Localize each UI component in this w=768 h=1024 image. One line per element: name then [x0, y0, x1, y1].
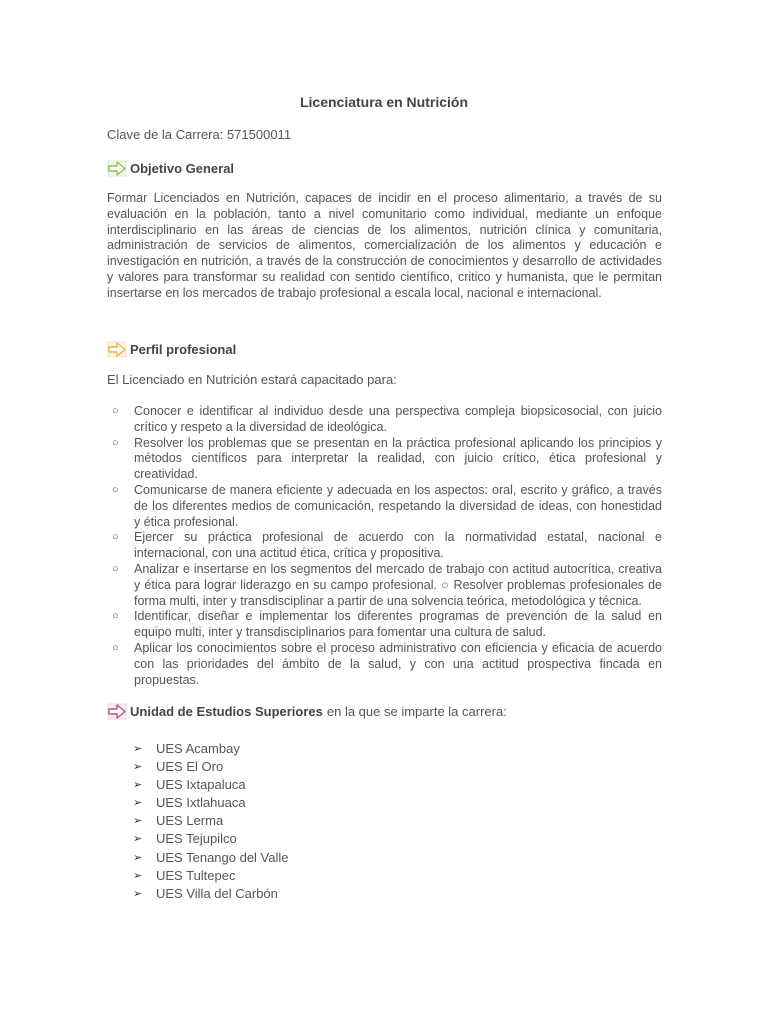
- arrow-bullet-icon: ➢: [133, 851, 143, 864]
- list-item: ○ Resolver los problemas que se presentan en la práctica profesional aplicando los principios y métodos científicos para interpretar la realidad, con juicio crítico, ética profesional y creatividad.: [112, 435, 662, 482]
- objetivo-heading: [107, 160, 234, 177]
- list-item: ➢ UES Tultepec: [133, 867, 289, 885]
- arrow-bullet-icon: ➢: [133, 833, 143, 846]
- list-item: ○ Ejercer su práctica profesional de acuerdo con la normatividad estatal, nacional e internacional, con una actitud ética, crítica y propositiva.: [112, 530, 662, 561]
- arrow-bullet-icon: ➢: [133, 761, 143, 774]
- perfil-heading: [107, 341, 236, 358]
- list-item: ➢ UES Ixtapaluca: [133, 776, 289, 794]
- arrow-bullet-icon: ➢: [133, 779, 143, 792]
- circle-bullet-icon: ○: [112, 531, 119, 544]
- arrow-bullet-icon: ➢: [133, 815, 143, 828]
- objetivo-text: Formar Licenciados en Nutrición, capaces de incidir en el proceso alimentario, a través de su evaluación en la población, tanto a nivel comunitario como individual, mediante un enfoque interdisciplinario en las áreas de ciencias de los alimentos, nutrición clínica y comunitaria, administración de servicios de alimentos, comercialización de los alimentos y educación e investigación en nutrición, a través de la construcción de conocimientos y desarrollo de actividades y valores para transformar su realidad con sentido científico, critico y humanista, que le permitan insertarse en los mercados de trabajo profesional a escala local, nacional e internacional.: [107, 191, 662, 300]
- circle-bullet-icon: ○: [112, 483, 119, 496]
- list-item: ➢ UES Tenango del Valle: [133, 849, 289, 867]
- perfil-intro: El Licenciado en Nutrición estará capacitado para:: [107, 372, 397, 387]
- list-item: ➢ UES Ixtlahuaca: [133, 794, 289, 812]
- list-item: ○ Conocer e identificar al individuo desde una perspectiva compleja biopsicosocial, con juicio crítico y respeto a la diversidad de ideológica.: [112, 404, 662, 434]
- circle-bullet-icon: ○: [112, 405, 119, 417]
- circle-bullet-icon: ○: [112, 436, 119, 449]
- list-item: ➢ UES Villa del Carbón: [133, 885, 289, 903]
- page-title: Licenciatura en Nutrición: [299, 94, 469, 110]
- arrow-bullet-icon: ➢: [133, 869, 143, 882]
- unidad-heading-label: Unidad de Estudios Superiores: [130, 704, 323, 719]
- list-item: ➢ UES Tejupilco: [133, 830, 289, 848]
- perfil-list: [107, 404, 662, 688]
- unidad-heading: [107, 703, 507, 720]
- arrow-bullet-icon: ➢: [133, 797, 143, 810]
- list-item: ➢ UES Lerma: [133, 812, 289, 830]
- pink-arrow-icon: [107, 703, 127, 720]
- list-item: ○ Aplicar los conocimientos sobre el proceso administrativo con eficiencia y eficacia de acuerdo con las prioridades del ámbito de la salud, y con una actitud prospectiva fincada en propuestas.: [112, 640, 662, 687]
- objetivo-heading-label: Objetivo General: [130, 161, 235, 176]
- list-item: ➢ UES Acambay: [133, 740, 289, 758]
- list-item: ○ Analizar e insertarse en los segmentos del mercado de trabajo con actitud autocrítica, creativa y ética para lograr liderazgo en su campo profesional. ○ Resolver problemas profesionales de forma multi, inter y transdisciplinar a partir de una solvencia teórica, metodológica y técnica.: [112, 561, 662, 608]
- perfil-heading-label: Perfil profesional: [130, 342, 237, 357]
- unidad-heading-rest: en la que se imparte la carrera:: [326, 704, 507, 719]
- green-arrow-icon: [107, 160, 127, 177]
- ues-list: [133, 740, 289, 903]
- list-item: ○ Identificar, diseñar e implementar los diferentes programas de prevención de la salud en equipo multi, inter y transdisciplinarios para fomentar una cultura de salud.: [112, 609, 662, 640]
- circle-bullet-icon: ○: [112, 641, 119, 654]
- orange-arrow-icon: [107, 341, 127, 358]
- list-item: ➢ UES El Oro: [133, 758, 289, 776]
- arrow-bullet-icon: ➢: [133, 887, 143, 900]
- arrow-bullet-icon: ➢: [133, 743, 143, 755]
- circle-bullet-icon: ○: [112, 562, 119, 575]
- list-item: ○ Comunicarse de manera eficiente y adecuada en los aspectos: oral, escrito y gráfico, a través de los diferentes medios de comunicación, respetando la diversidad de ideas, con honestidad y ética profesional.: [112, 482, 662, 529]
- circle-bullet-icon: ○: [112, 610, 119, 623]
- career-code: Clave de la Carrera: 571500011: [107, 127, 292, 142]
